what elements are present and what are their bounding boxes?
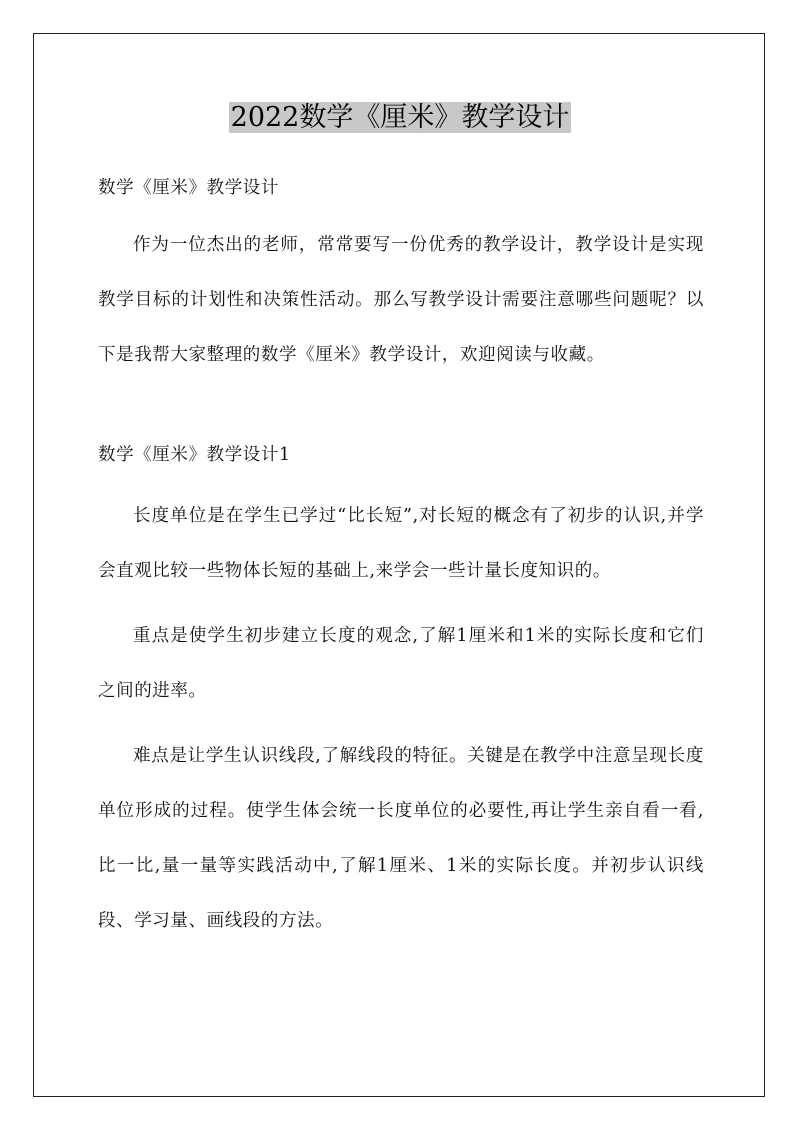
section-paragraph: 重点是使学生初步建立长度的观念,了解1厘米和1米的实际长度和它们之间的进率。: [98, 626, 704, 701]
document-title-text: 2022数学《厘米》教学设计: [230, 102, 570, 133]
document-title: [0, 98, 800, 138]
document-body: [98, 168, 704, 949]
intro-heading: 数学《厘米》教学设计: [98, 178, 279, 198]
intro-paragraph: 作为一位杰出的老师，常常要写一份优秀的教学设计，教学设计是实现教学目标的计划性和决策性活动。那么写教学设计需要注意哪些问题呢？以下是我帮大家整理的数学《厘米》教学设计，欢迎阅读与收藏。: [98, 235, 704, 365]
section-paragraph: 长度单位是在学生已学过“比长短”,对长短的概念有了初步的认识,并学会直观比较一些物体长短的基础上,来学会一些计量长度知识的。: [98, 506, 704, 581]
section-paragraph: 难点是让学生认识线段,了解线段的特征。关键是在教学中注意呈现长度单位形成的过程。使学生体会统一长度单位的必要性,再让学生亲自看一看,比一比,量一量等实践活动中,了解1厘米、1米的实际长度。并初步认识线段、学习量、画线段的方法。: [98, 746, 704, 931]
section-heading: 数学《厘米》教学设计1: [98, 445, 291, 465]
